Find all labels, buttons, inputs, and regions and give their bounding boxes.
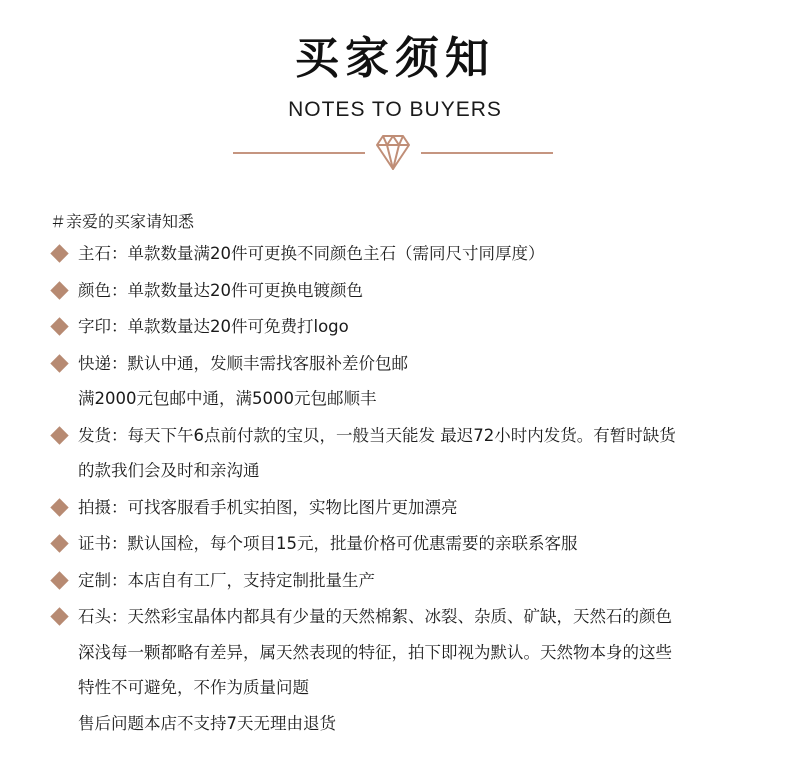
list-item [50,273,770,309]
diamond-icon [375,131,411,173]
list-item-line: 深浅每一颗都略有差异，属天然表现的特征，拍下即视为默认。天然物本身的这些 [78,642,672,662]
list-item-line: 特性不可避免，不作为质量问题 [78,678,309,697]
list-item-line: 定制：本店自有工厂，支持定制批量生产 [78,570,375,590]
list-item [50,526,770,562]
page-subtitle: NOTES TO BUYERS [288,98,502,121]
title-divider [233,130,553,176]
list-item-line: 快递：默认中通，发顺丰需找客服补差价包邮 [78,353,408,373]
divider-line-right [421,152,553,154]
diamond-bullet-icon [50,426,68,444]
divider-line-left [233,152,365,154]
list-item-line: 证书：默认国检，每个项目15元，批量价格可优惠需要的亲联系客服 [78,534,578,553]
page-title: 买家须知 [295,33,495,84]
list-item-line: 发货：每天下午6点前付款的宝贝，一般当天能发 最迟72小时内发货。有暂时缺货 [78,425,676,445]
diamond-bullet-icon [50,607,68,625]
list-item [50,346,770,417]
diamond-bullet-icon [50,571,68,589]
list-item-line: 的款我们会及时和亲沟通 [78,461,260,480]
list-item [50,418,770,489]
diamond-bullet-icon [50,317,68,335]
list-item-line: 石头：天然彩宝晶体内都具有少量的天然棉絮、冰裂、杂质、矿缺，天然石的颜色 [78,607,672,626]
list-item-line: 字印：单款数量达20件可免费打logo [78,317,349,336]
list-item-line: 颜色：单款数量达20件可更换电镀颜色 [78,280,363,300]
notes-list [50,236,770,741]
list-item [50,490,770,526]
notes-content [50,208,770,742]
list-item-line: 满2000元包邮中通，满5000元包邮顺丰 [78,389,377,408]
list-item-line: 售后问题本店不支持7天无理由退货 [78,713,336,733]
list-item [50,236,770,272]
diamond-bullet-icon [50,498,68,516]
diamond-bullet-icon [50,281,68,299]
list-item [50,599,770,741]
list-item-line: 主石：单款数量满20件可更换不同颜色主石（需同尺寸同厚度） [78,244,545,263]
list-item-line: 拍摄：可找客服看手机实拍图，实物比图片更加漂亮 [78,497,458,517]
diamond-bullet-icon [50,354,68,372]
list-item [50,563,770,599]
intro-text: ＃亲爱的买家请知悉 [50,212,195,231]
diamond-bullet-icon [50,244,68,262]
diamond-bullet-icon [50,534,68,552]
list-item [50,309,770,345]
